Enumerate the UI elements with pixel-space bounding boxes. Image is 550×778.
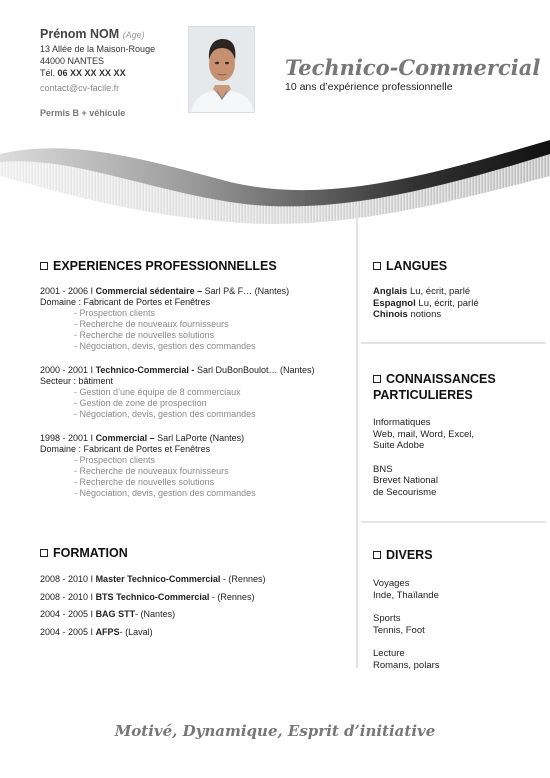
langues-title: LANGUES xyxy=(386,259,448,273)
experience-3-role: Commercial – xyxy=(95,433,155,443)
experience-3-company: Sarl LaPorte (Nantes) xyxy=(157,433,245,443)
experience-3-head xyxy=(40,433,350,444)
formation-period: 2008 - 2010 I xyxy=(40,591,94,602)
language-level: notions xyxy=(407,309,442,320)
task-item: - Recherche de nouvelles solutions xyxy=(74,330,215,340)
experience-1-company: Sarl P& F… (Nantes) xyxy=(204,286,290,296)
checkbox-bullet-icon xyxy=(373,375,381,383)
divers-title: DIVERS xyxy=(386,548,433,562)
hobby-item xyxy=(373,648,548,671)
experience-1-role: Commercial sédentaire – xyxy=(95,286,203,296)
knowledge-line: de Secourisme xyxy=(373,486,437,498)
phone-number: 06 XX XX XX XX xyxy=(57,68,126,78)
checkbox-bullet-icon xyxy=(373,551,381,559)
experience-2-period: 2000 - 2001 I xyxy=(40,365,94,375)
experience-3-context: Domaine : Fabricant de Portes et Fenêtres xyxy=(40,444,211,454)
hobby-detail: Romans, polars xyxy=(373,659,440,671)
experience-entry-1 xyxy=(40,286,350,352)
knowledge-item xyxy=(373,417,548,452)
experience-3-period: 1998 - 2001 I xyxy=(40,433,94,443)
right-divider-2 xyxy=(361,521,546,523)
formation-row xyxy=(40,573,350,591)
contact-block xyxy=(40,27,190,119)
connaissances-title-line-1: CONNAISSANCES xyxy=(386,372,496,386)
formation-place: - (Laval) xyxy=(119,626,153,637)
langues-heading xyxy=(373,258,447,274)
divers-heading xyxy=(373,547,433,563)
connaissances-title-line-2: PARTICULIERES xyxy=(373,388,473,402)
hobby-item xyxy=(373,578,548,601)
divers-list xyxy=(373,578,548,683)
profile-photo xyxy=(188,26,255,113)
experience-entry-3 xyxy=(40,433,350,499)
right-divider-1 xyxy=(361,342,546,344)
connaissances-list xyxy=(373,417,548,510)
hobby-detail: Tennis, Foot xyxy=(373,624,425,636)
formation-place: - (Rennes) xyxy=(209,591,255,602)
language-row xyxy=(373,309,548,321)
job-subtitle: 10 ans d’expérience professionnelle xyxy=(285,81,453,93)
formation-degree: BTS Technico-Commercial xyxy=(95,591,210,602)
footer-tagline: Motivé, Dynamique, Esprit d’initiative xyxy=(114,722,436,740)
experience-2-head xyxy=(40,365,350,376)
address-line-2: 44000 NANTES xyxy=(40,56,105,66)
knowledge-item xyxy=(373,464,548,499)
decorative-swoosh xyxy=(0,132,550,232)
task-item: - Recherche de nouvelles solutions xyxy=(74,477,215,487)
hobby-title: Voyages xyxy=(373,578,410,589)
formation-heading xyxy=(40,545,128,561)
knowledge-line: Web, mail, Word, Excel, xyxy=(373,428,475,440)
knowledge-title: Informatiques xyxy=(373,417,431,428)
phone-label: Tél. xyxy=(40,68,56,78)
language-row xyxy=(373,298,548,310)
task-item: - Négociation, devis, gestion des commandes xyxy=(74,488,256,498)
candidate-name-line xyxy=(40,27,190,43)
task-item: - Gestion d’une équipe de 8 commerciaux xyxy=(74,387,241,397)
language-name: Espagnol xyxy=(373,297,416,309)
knowledge-line: Brevet National xyxy=(373,475,438,486)
knowledge-title: BNS xyxy=(373,463,393,475)
job-title: Technico-Commercial xyxy=(285,55,541,80)
candidate-age: (Age) xyxy=(122,30,145,40)
language-level: Lu, écrit, parlé xyxy=(407,286,471,297)
experience-2-context: Secteur : bâtiment xyxy=(40,376,114,386)
hobby-title: Sports xyxy=(373,613,401,624)
experience-2-tasks xyxy=(74,387,350,420)
formation-row xyxy=(40,591,350,609)
language-level: Lu, écrit, parlé xyxy=(415,297,479,309)
experiences-title: EXPERIENCES PROFESSIONNELLES xyxy=(53,259,277,273)
hobby-title: Lecture xyxy=(373,648,405,659)
driving-license: Permis B + véhicule xyxy=(40,108,126,118)
task-item: - Recherche de nouveaux fournisseurs xyxy=(74,319,229,329)
formation-period: 2008 - 2010 I xyxy=(40,574,94,584)
experience-1-head xyxy=(40,286,350,297)
experience-2-company: Sarl DuBonBoulot… (Nantes) xyxy=(196,365,315,375)
formation-row xyxy=(40,626,350,644)
column-divider xyxy=(356,206,358,668)
knowledge-line: Suite Adobe xyxy=(373,440,425,451)
checkbox-bullet-icon xyxy=(40,549,48,557)
candidate-name: Prénom NOM xyxy=(40,27,120,41)
email-address: contact@cv-facile.fr xyxy=(40,83,120,93)
experience-3-tasks xyxy=(74,455,350,499)
experience-1-tasks xyxy=(74,308,350,352)
formation-degree: AFPS xyxy=(95,626,120,637)
experience-1-period: 2001 - 2006 I xyxy=(40,286,94,296)
task-item: - Prospection clients xyxy=(74,308,156,318)
langues-list xyxy=(373,286,548,321)
formation-period: 2004 - 2005 I xyxy=(40,609,94,619)
formation-row xyxy=(40,608,350,626)
task-item: - Prospection clients xyxy=(74,455,156,465)
phone-line xyxy=(40,67,190,79)
task-item: - Recherche de nouveaux fournisseurs xyxy=(74,466,229,476)
checkbox-bullet-icon xyxy=(373,262,381,270)
language-name: Chinois xyxy=(373,309,408,320)
formation-period: 2004 - 2005 I xyxy=(40,626,94,637)
address-line-1: 13 Allée de la Maison-Rouge xyxy=(40,44,156,54)
task-item: - Négociation, devis, gestion des commandes xyxy=(74,341,256,351)
experience-entry-2 xyxy=(40,365,350,420)
formation-title: FORMATION xyxy=(53,546,128,560)
hobby-item xyxy=(373,613,548,636)
formation-degree: Master Technico-Commercial xyxy=(95,574,221,584)
language-row xyxy=(373,286,548,298)
experience-1-context: Domaine : Fabricant de Portes et Fenêtres xyxy=(40,297,211,307)
checkbox-bullet-icon xyxy=(40,262,48,270)
formation-list xyxy=(40,573,350,643)
hobby-detail: Inde, Thaïlande xyxy=(373,589,439,601)
language-name: Anglais xyxy=(373,286,408,297)
task-item: - Négociation, devis, gestion des commandes xyxy=(74,409,256,419)
task-item: - Gestion de zone de prospection xyxy=(74,398,207,408)
formation-place: - (Rennes) xyxy=(220,574,266,584)
formation-degree: BAG STT xyxy=(95,609,136,619)
connaissances-heading xyxy=(373,371,496,403)
profile-photo-image xyxy=(189,27,255,113)
formation-place: - (Nantes) xyxy=(135,609,176,619)
experience-2-role: Technico-Commercial - xyxy=(95,365,195,375)
experiences-heading xyxy=(40,258,277,274)
